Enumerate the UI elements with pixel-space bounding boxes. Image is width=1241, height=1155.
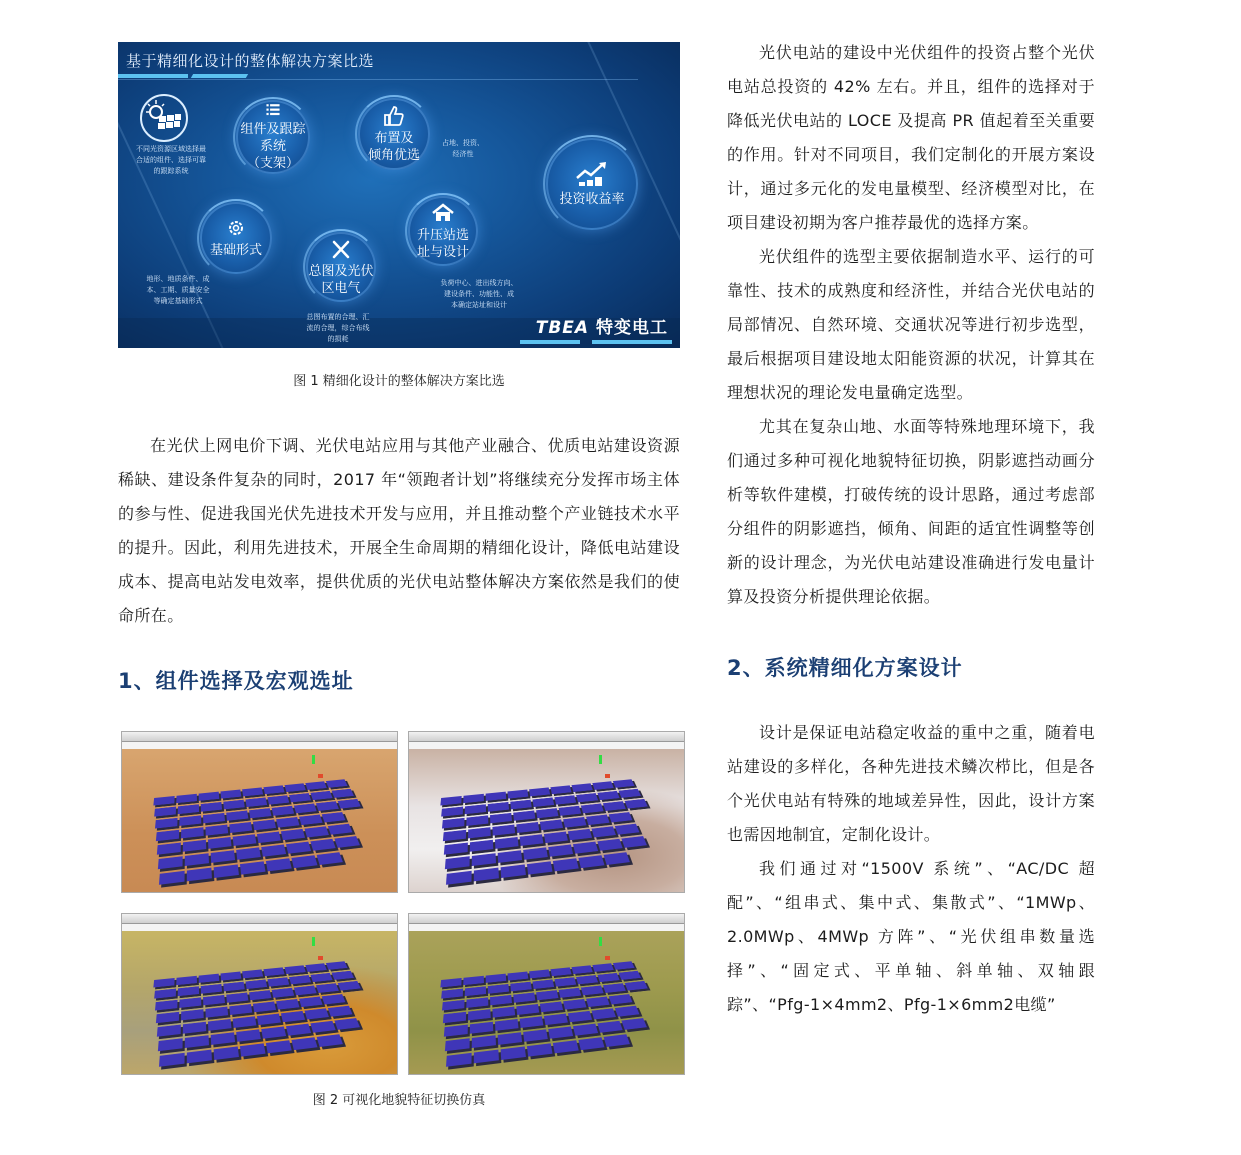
pv-panel [619, 971, 641, 980]
title-underline [118, 79, 638, 80]
pv-panel [156, 1012, 179, 1023]
pv-panel [581, 985, 604, 995]
pv-panel [242, 969, 263, 978]
pv-panel [276, 999, 299, 1010]
house-icon [431, 202, 455, 224]
pv-panel [153, 796, 174, 805]
pv-panel [226, 811, 248, 821]
window-titlebar [409, 914, 684, 924]
pv-panel [263, 785, 284, 794]
pv-panel [185, 1035, 209, 1048]
pv-panel [516, 1004, 539, 1015]
pv-panel [490, 813, 512, 823]
pv-array-model [144, 779, 385, 893]
pv-panel [178, 804, 199, 814]
window-titlebar [122, 914, 397, 924]
growth-chart-icon [575, 160, 609, 188]
tools-icon [329, 238, 353, 260]
pv-panel [310, 1021, 335, 1033]
paragraph-system-options: 我们通过对“1500V 系统”、“AC/DC 超配”、“组串式、集中式、集散式”、“1MWp、2.0MWp、4MWp 方阵”、“光伏组串数量选择”、“固定式、平单轴、斜单轴、双轴跟踪”、“Pfg-1×4mm2、Pfg-1×6mm2电缆” [727, 859, 1095, 1014]
pv-panel [571, 965, 592, 974]
bubble-general-plan: 总图及光伏 区电气 [306, 232, 376, 302]
pv-panel [559, 988, 582, 998]
pv-panel [488, 984, 509, 994]
pv-panel [441, 989, 463, 999]
pv-panel [185, 853, 209, 866]
paragraph-module-investment: 光伏电站的建设中光伏组件的投资占整个光伏电站总投资的 42% 左右。并且，组件的选择对于降低光伏电站的 LOCE 及提高 PR 值起着至关重要的作用。针对不同项目，我们定制化的开展方案设计，通过多元化的发电量模型、经济模型对比，在项目建设初期为客户推荐最优的选择方案。 [727, 43, 1095, 232]
pv-panel [154, 989, 176, 999]
pv-panel [440, 796, 461, 805]
pv-panel [550, 967, 571, 976]
pv-panel [613, 961, 635, 970]
pv-panel [532, 797, 554, 807]
pv-panel [294, 985, 317, 995]
pv-panel [463, 976, 484, 985]
pv-panel [465, 986, 486, 996]
pv-panel [328, 1006, 353, 1017]
bubble-module-tracking: 组件及跟踪系统 （支架） [236, 100, 310, 174]
pv-panel [249, 808, 271, 818]
pv-panel [553, 1040, 579, 1053]
pv-panel [625, 799, 648, 809]
pv-panel [470, 1022, 493, 1034]
terrain-view [122, 931, 397, 1074]
pv-panel [510, 800, 531, 810]
pv-panel [272, 806, 295, 816]
section-2-heading: 2、系统精细化方案设计 [727, 656, 963, 680]
pv-panel [441, 807, 463, 817]
pv-panel [553, 858, 579, 871]
pv-panel [157, 1025, 181, 1037]
simulation-window-grass [408, 913, 685, 1075]
pv-panel [289, 793, 311, 802]
figure-1-infographic [118, 42, 680, 348]
pv-panel [443, 830, 466, 841]
pv-panel [253, 1001, 276, 1012]
pv-panel [155, 818, 178, 829]
pv-panel [573, 842, 598, 854]
pv-panel [523, 1029, 548, 1041]
pv-panel [208, 1019, 232, 1031]
pv-panel [187, 1050, 212, 1064]
pv-panel [233, 1016, 257, 1028]
layout-note: 占地、投资、 经济性 [442, 139, 484, 158]
pv-panel [550, 785, 571, 794]
pv-panel [229, 1004, 252, 1015]
pv-panel [443, 1012, 466, 1023]
pv-panel [613, 779, 635, 788]
pv-panel [486, 792, 507, 801]
pv-panel [513, 993, 535, 1003]
pv-panel [592, 781, 614, 790]
pv-panel [444, 1025, 468, 1037]
pv-panel [236, 847, 261, 859]
pv-panel [621, 836, 647, 848]
pv-panel [236, 1029, 261, 1041]
pv-panel [226, 993, 248, 1003]
pv-array-model [431, 961, 672, 1075]
pv-panel [203, 995, 225, 1005]
axis-marker [605, 956, 610, 960]
right-column [727, 36, 1095, 1022]
pv-panel [187, 868, 212, 882]
pv-panel [508, 972, 529, 981]
pv-panel [159, 871, 185, 885]
bubble-layout-tilt: 布置及 倾角优选 [358, 98, 430, 170]
pv-panel [573, 1024, 598, 1036]
simulation-window-mixed [121, 913, 398, 1075]
general-plan-note: 总图布置的合理、汇 流的合理，综合布线 的损耗 [306, 313, 370, 343]
list-icon [261, 102, 285, 118]
solar-panel-sun-icon [140, 94, 188, 142]
pv-panel [203, 813, 225, 823]
pv-panel [625, 981, 648, 991]
pv-panel [492, 825, 515, 836]
pv-panel [181, 827, 204, 838]
pv-panel [310, 973, 332, 982]
window-titlebar [409, 732, 684, 742]
pv-panel [326, 779, 348, 788]
pv-panel [446, 871, 472, 885]
pv-panel [211, 850, 235, 863]
pv-array-model [431, 779, 672, 893]
pv-panel [326, 961, 348, 970]
pv-panel [249, 990, 271, 1000]
pv-panel [304, 826, 328, 837]
gear-icon [224, 217, 248, 239]
pv-panel [263, 967, 284, 976]
pv-panel [442, 1000, 465, 1011]
pv-panel [468, 1009, 491, 1020]
pv-panel [156, 830, 179, 841]
pv-panel [563, 817, 586, 828]
pv-panel [214, 1046, 239, 1060]
terrain-view [409, 931, 684, 1074]
pv-panel [554, 977, 576, 986]
pv-panel [548, 1026, 573, 1038]
logo-accent-bar [520, 340, 580, 344]
pv-panel [294, 803, 317, 813]
pv-panel [158, 1038, 183, 1051]
pv-panel [597, 1021, 622, 1033]
pv-panel [527, 1043, 553, 1056]
logo-accent-bar [592, 340, 672, 344]
pv-panel [334, 1018, 360, 1030]
pv-panel [597, 839, 622, 851]
pv-panel [568, 1011, 592, 1022]
pv-panel [242, 787, 263, 796]
substation-note: 负荷中心、进出线方向、 建设条件、功能性、成 本确定站址和设计 [440, 279, 518, 309]
pv-panel [281, 1011, 305, 1022]
pv-panel [291, 855, 317, 868]
pv-panel [586, 815, 610, 826]
pv-panel [261, 844, 286, 856]
pv-panel [501, 1046, 526, 1060]
pv-panel [199, 974, 220, 983]
pv-panel [440, 978, 461, 987]
pv-panel [540, 1001, 563, 1012]
tbea-logo: TBEA 特变电工 [535, 318, 668, 338]
axis-marker [318, 956, 323, 960]
pv-panel [609, 812, 633, 822]
pv-panel [586, 997, 610, 1008]
axis-marker [605, 774, 610, 778]
pv-panel [276, 817, 299, 828]
terrain-view [409, 749, 684, 892]
simulation-window-sand [121, 731, 398, 893]
pv-panel [155, 1000, 178, 1011]
pv-panel [322, 812, 346, 822]
pv-panel [158, 856, 183, 869]
pv-panel [597, 973, 619, 982]
pv-panel [317, 1034, 343, 1047]
pv-panel [205, 825, 228, 836]
pv-panel [591, 1008, 615, 1019]
pv-panel [317, 852, 343, 865]
solar-note: 不同光资源区域选择最 合适的组件、选择可靠 的跟踪系统 [136, 145, 206, 175]
axis-marker [599, 937, 602, 946]
pv-panel [157, 843, 181, 855]
pv-panel [621, 1018, 647, 1030]
pv-panel [284, 965, 305, 974]
pv-panel [532, 979, 554, 989]
pv-panel [520, 834, 544, 846]
pv-panel [338, 799, 361, 809]
pv-panel [492, 1007, 515, 1018]
pv-panel [486, 974, 507, 983]
pv-panel [615, 824, 640, 835]
pv-panel [445, 1038, 470, 1051]
simulation-window-snow [408, 731, 685, 893]
pv-panel [183, 840, 206, 852]
pv-panel [181, 1009, 204, 1020]
terrain-view [122, 749, 397, 892]
pv-panel [603, 983, 626, 993]
axis-marker [312, 937, 315, 946]
pv-panel [536, 990, 558, 1000]
pv-panel [253, 819, 276, 830]
pv-panel [286, 842, 311, 854]
pv-panel [529, 787, 550, 796]
pv-panel [316, 983, 339, 993]
pv-panel [322, 994, 346, 1004]
pv-panel [529, 969, 550, 978]
pv-panel [501, 864, 526, 878]
pv-panel [201, 984, 222, 994]
pv-panel [508, 790, 529, 799]
pv-panel [603, 801, 626, 811]
pv-panel [559, 806, 582, 816]
bubble-roi: 投资收益率 [546, 138, 638, 230]
pv-panel [310, 839, 335, 851]
pv-panel [472, 1035, 496, 1048]
pv-array-model [144, 961, 385, 1075]
pv-panel [468, 827, 491, 838]
pv-panel [604, 1034, 630, 1047]
pv-panel [299, 997, 323, 1008]
pv-panel [334, 836, 360, 848]
figure-2-simulation-grid [121, 731, 680, 1075]
pv-panel [286, 1024, 311, 1036]
pv-panel [592, 963, 614, 972]
pv-panel [178, 986, 199, 996]
axis-marker [599, 755, 602, 764]
pv-panel [597, 791, 619, 800]
pv-panel [291, 1037, 317, 1050]
axis-marker [312, 755, 315, 764]
pv-panel [474, 1050, 499, 1064]
pv-panel [498, 850, 522, 863]
pv-panel [520, 1016, 544, 1028]
pv-panel [444, 843, 468, 855]
pv-panel [338, 981, 361, 991]
pv-panel [240, 1043, 266, 1056]
title-accent-bar [118, 74, 188, 78]
pv-panel [591, 826, 615, 837]
pv-panel [257, 832, 281, 844]
pv-panel [201, 802, 222, 812]
thumbs-up-icon [382, 105, 406, 127]
pv-panel [495, 837, 519, 849]
pv-panel [332, 789, 354, 798]
pv-panel [544, 832, 568, 844]
pv-panel [619, 789, 641, 798]
pv-panel [498, 1032, 522, 1045]
pv-panel [176, 794, 197, 803]
pv-panel [446, 1053, 472, 1067]
figure-1-caption: 图 1 精细化设计的整体解决方案比选 [293, 374, 505, 389]
pv-panel [316, 801, 339, 811]
pv-panel [214, 864, 239, 878]
pv-panel [604, 852, 630, 865]
pv-panel [310, 791, 332, 800]
pv-panel [233, 834, 257, 846]
bubble-foundation: 基础形式 [200, 202, 272, 274]
pv-panel [474, 868, 499, 882]
pv-panel [578, 1037, 604, 1050]
pv-panel [328, 824, 353, 835]
pv-panel [332, 971, 354, 980]
pv-panel [267, 977, 289, 986]
pv-panel [615, 1006, 640, 1017]
pv-panel [245, 979, 267, 989]
pv-panel [153, 978, 174, 987]
pv-panel [442, 818, 465, 829]
pv-panel [304, 1008, 328, 1019]
pv-panel [223, 800, 244, 810]
title-accent-bar [191, 74, 248, 78]
pv-panel [208, 837, 232, 849]
pv-panel [516, 822, 539, 833]
pv-panel [199, 792, 220, 801]
pv-panel [495, 1019, 519, 1031]
pv-panel [578, 855, 604, 868]
figure-2-caption: 图 2 可视化地貌特征切换仿真 [312, 1093, 486, 1108]
pv-panel [488, 802, 509, 812]
pv-panel [229, 822, 252, 833]
pv-panel [576, 793, 598, 802]
pv-panel [176, 976, 197, 985]
pv-panel [523, 847, 548, 859]
foundation-note: 地形、地质条件、成 本、工期、质量安全 等确定基础形式 [146, 275, 210, 305]
pv-panel [245, 797, 267, 807]
pv-panel [221, 790, 242, 799]
pv-panel [527, 861, 553, 874]
pv-panel [305, 963, 327, 972]
pv-panel [540, 819, 563, 830]
pv-panel [284, 783, 305, 792]
pv-panel [211, 1032, 235, 1045]
pv-panel [289, 975, 311, 984]
pv-panel [544, 1014, 568, 1026]
pv-panel [568, 829, 592, 840]
pv-panel [563, 999, 586, 1010]
pv-panel [272, 988, 295, 998]
pv-panel [548, 844, 573, 856]
pv-panel [490, 995, 512, 1005]
pv-panel [581, 803, 604, 813]
pv-panel [240, 861, 266, 874]
pv-panel [299, 815, 323, 826]
pv-panel [281, 829, 305, 840]
pv-panel [609, 994, 633, 1004]
pv-panel [179, 815, 201, 826]
intro-paragraph: 在光伏上网电价下调、光伏电站应用与其他产业融合、优质电站建设资源稀缺、建设条件复杂的同时，2017 年“领跑者计划”将继续充分发挥市场主体的参与性、促进我国光伏先进技术开发与应用，并且推动整个产业链技术水平的提升。因此，利用先进技术，开展全生命周期的精细化设计，降低电站建设成本、提高电站发电效率，提供优质的光伏电站整体解决方案依然是我们的使命所在。 [118, 436, 680, 625]
pv-panel [267, 795, 289, 804]
pv-panel [205, 1007, 228, 1018]
pv-panel [470, 840, 493, 852]
pv-panel [463, 794, 484, 803]
left-column [118, 42, 680, 1108]
paragraph-terrain-modeling: 尤其在复杂山地、水面等特殊地理环境下，我们通过多种可视化地貌特征切换，阴影遮挡动画分析等软件建模，打破传统的设计思路，通过考虑部分组件的阴影遮挡，倾角、间距的适宜性调整等创新的设计理念，为光伏电站建设准确进行发电量计算及投资分析提供理论依据。 [727, 417, 1095, 606]
pv-panel [466, 815, 488, 826]
pv-panel [536, 808, 558, 818]
pv-panel [576, 975, 598, 984]
window-titlebar [122, 732, 397, 742]
pv-panel [179, 997, 201, 1008]
axis-marker [318, 774, 323, 778]
paragraph-module-selection: 光伏组件的选型主要依据制造水平、运行的可靠性、技术的成熟度和经济性，并结合光伏电站的局部情况、自然环境、交通状况等进行初步选型，最后根据项目建设地太阳能资源的状况，计算其在理想状况的理论发电量确定选型。 [727, 247, 1095, 402]
pv-panel [472, 853, 496, 866]
section-1-heading: 1、组件选择及宏观选址 [118, 669, 354, 693]
pv-panel [510, 982, 531, 992]
pv-panel [266, 858, 292, 871]
paragraph-design-importance: 设计是保证电站稳定收益的重中之重，随着电站建设的多样化，各种先进技术鳞次栉比，但是各个光伏电站有特殊的地域差异性，因此，设计方案也需因地制宜，定制化设计。 [727, 723, 1095, 844]
pv-panel [513, 811, 535, 821]
pv-panel [257, 1014, 281, 1026]
infographic-title: 基于精细化设计的整体解决方案比选 [126, 52, 375, 70]
pv-panel [445, 856, 470, 869]
pv-panel [154, 807, 176, 817]
pv-panel [266, 1040, 292, 1053]
pv-panel [159, 1053, 185, 1067]
pv-panel [223, 982, 244, 992]
pv-panel [571, 783, 592, 792]
pv-panel [261, 1026, 286, 1038]
pv-panel [183, 1022, 206, 1034]
pv-panel [221, 972, 242, 981]
pv-panel [465, 804, 486, 814]
pv-panel [466, 997, 488, 1008]
pv-panel [554, 795, 576, 804]
pv-panel [305, 781, 327, 790]
bubble-substation: 升压站选 址与设计 [408, 196, 478, 266]
